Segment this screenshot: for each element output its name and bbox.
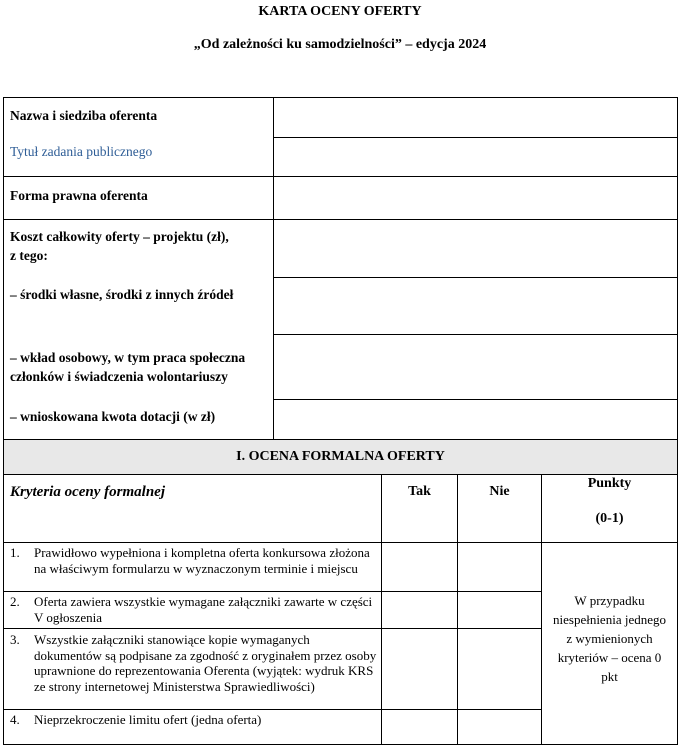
- total-cost-label: Koszt całkowity oferty – projektu (zł), z tego:: [10, 229, 229, 263]
- section-heading: I. OCENA FORMALNA OFERTY: [236, 449, 445, 464]
- table-border-left: [3, 440, 4, 745]
- requested-grant-field[interactable]: [274, 400, 677, 439]
- criterion-text: Prawidłowo wypełniona i kompletna oferta konkursowa złożona na właściwym formularzu w wyznaczonym terminie i miejscu: [34, 545, 370, 576]
- criterion-4-yes-cell[interactable]: [382, 710, 457, 744]
- criterion-1-no-cell[interactable]: [458, 543, 541, 591]
- criterion-text: Wszystkie załączniki stanowiące kopie wymaganych dokumentów są podpisane za zgodność z oryginałem przez osoby uprawnione do reprezentowania Oferenta (wyjątek: wydruk KRS ze strony internetowej Ministerstwa Sprawiedliwości): [34, 632, 377, 694]
- row-divider: [3, 542, 678, 543]
- task-title-label: Tytuł zadania publicznego: [10, 144, 153, 159]
- criterion-3-no-cell[interactable]: [458, 629, 541, 709]
- personal-contribution-field[interactable]: [274, 335, 677, 399]
- legal-form-field[interactable]: [274, 177, 677, 219]
- criterion-4-no-cell[interactable]: [458, 710, 541, 744]
- criterion-2-yes-cell[interactable]: [382, 592, 457, 628]
- criterion-1-yes-cell[interactable]: [382, 543, 457, 591]
- row-divider: [3, 474, 678, 475]
- points-note: W przypadku niespełnienia jednego z wymienionych kryteriów – ocena 0 pkt: [553, 593, 666, 684]
- criterion-2-no-cell[interactable]: [458, 592, 541, 628]
- criterion-text: Oferta zawiera wszystkie wymagane załączniki zawarte w części V ogłoszenia: [34, 594, 373, 625]
- criterion-number: 1.: [10, 545, 20, 560]
- criterion-3-yes-cell[interactable]: [382, 629, 457, 709]
- total-cost-field[interactable]: [274, 220, 677, 277]
- row-divider: [3, 176, 274, 177]
- table-border-left: [3, 97, 4, 440]
- requested-grant-label: – wnioskowana kwota dotacji (w zł): [10, 409, 216, 424]
- table-border-right: [677, 440, 678, 745]
- criterion-number: 2.: [10, 594, 20, 609]
- yes-column-header: Tak: [408, 484, 431, 499]
- task-title-field[interactable]: [274, 138, 677, 176]
- row-divider: [3, 219, 274, 220]
- criterion-number: 3.: [10, 632, 20, 647]
- no-column-header: Nie: [489, 484, 510, 499]
- form-title: KARTA OCENY OFERTY: [258, 4, 422, 19]
- personal-contribution-label: – wkład osobowy, w tym praca społeczna członków i świadczenia wolontariuszy: [10, 350, 246, 384]
- form-subtitle: „Od zależności ku samodzielności” – edycja 2024: [193, 37, 487, 52]
- table-border-bottom: [3, 744, 678, 745]
- offeror-name-field[interactable]: [274, 98, 677, 137]
- points-range: (0-1): [595, 511, 624, 526]
- legal-form-label: Forma prawna oferenta: [10, 188, 148, 203]
- offeror-name-label: Nazwa i siedziba oferenta: [10, 108, 158, 123]
- own-funds-field[interactable]: [274, 278, 677, 334]
- points-column-header: Punkty: [587, 476, 632, 491]
- criteria-column-header: Kryteria oceny formalnej: [10, 484, 165, 500]
- criterion-text: Nieprzekroczenie limitu ofert (jedna oferta): [34, 712, 262, 727]
- table-border-right: [677, 97, 678, 440]
- own-funds-label: – środki własne, środki z innych źródeł: [10, 287, 234, 302]
- criterion-number: 4.: [10, 712, 20, 727]
